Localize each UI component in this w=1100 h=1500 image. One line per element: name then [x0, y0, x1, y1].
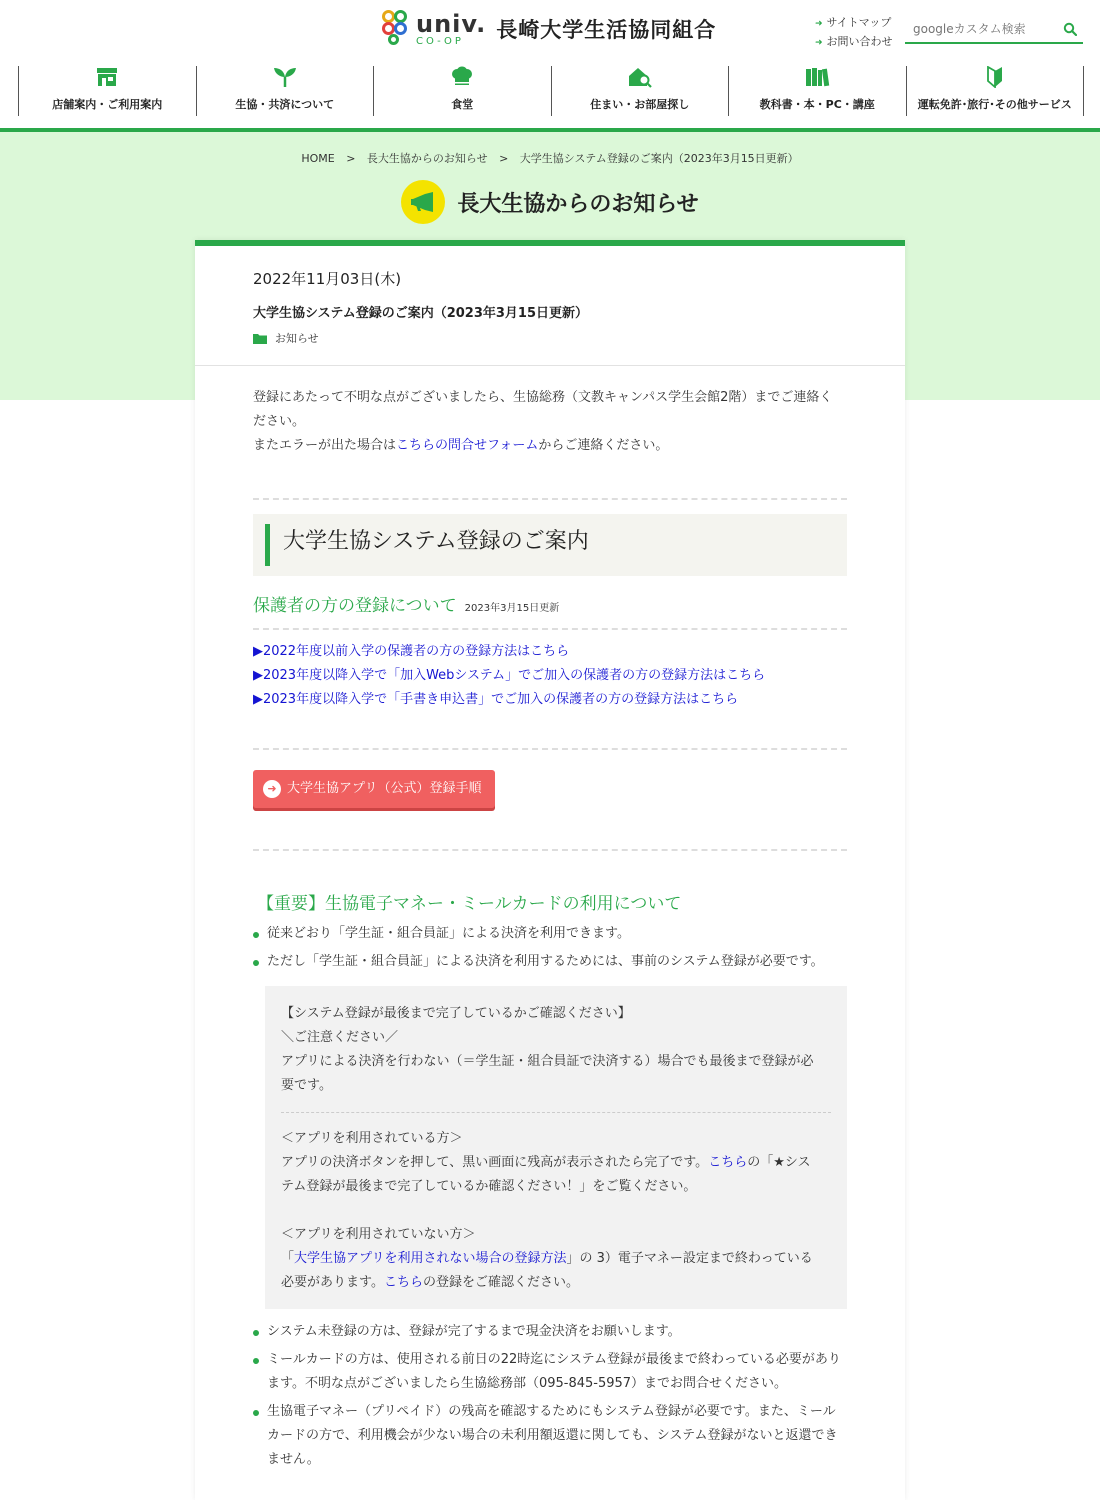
breadcrumb-home[interactable]: HOME — [301, 152, 335, 165]
breadcrumb-separator: > — [499, 152, 509, 165]
guardian-heading: 保護者の方の登録について 2023年3月15日更新 — [253, 596, 560, 616]
nav-item-housing[interactable] — [551, 66, 729, 116]
site-logo[interactable] — [380, 8, 716, 50]
sitemap-link[interactable]: ➜ サイトマップ — [815, 14, 893, 33]
nav-item-stores[interactable] — [18, 66, 196, 116]
intro-text — [253, 386, 847, 458]
books-icon — [804, 66, 830, 88]
house-search-icon — [627, 66, 653, 88]
nav-item-other-services[interactable] — [906, 66, 1085, 116]
site-name: 長崎大学生活協同組合 — [496, 18, 717, 42]
no-app-registration-link[interactable]: 大学生協アプリを利用されない場合の登録方法 — [294, 1251, 567, 1266]
univ-coop-wordmark — [416, 9, 487, 47]
nav-label: 店舗案内・ご利用案内 — [52, 98, 163, 111]
nav-label: 生協・共済について — [235, 98, 335, 111]
list-item: 生協電子マネー（プリペイド）の残高を確認するためにもシステム登録が必要です。また、ミールカードの方で、利用機会が少ない場合の未利用額返還に関しても、システム登録がないと返還できません。 — [253, 1400, 847, 1472]
section-title: 大学生協システム登録のご案内 — [283, 529, 589, 554]
guardian-link-handwritten[interactable]: ▶2023年度以降入学で「手書き申込書」でご加入の保護者の方の登録方法はこちら — [253, 692, 739, 707]
megaphone-icon — [401, 180, 445, 224]
guardian-link-web-system[interactable]: ▶2023年度以降入学で「加入Webシステム」でご加入の保護者の方の登録方法はこちら — [253, 668, 766, 683]
notice-box: 【システム登録が最後まで完了しているかご確認ください】 ＼ご注意ください／ アプリによる決済を行わない（＝学生証・組合員証で決済する）場合でも最後まで登録が必 要です。 ＜アプリを利用されている方＞ アプリの決済ボタンを押して、黒い画面に残高が表示されたら完了です。こちらの「★シス テム登録が最後まで完了しているか確認ください！」をご覧ください。 ＜アプリを利用されていない方＞ 「大学生協アプリを利用されない場合の登録方法」の 3）電子マネー設定まで終わっている 必要があります。こちらの登録をご確認ください。 — [265, 986, 847, 1309]
list-item: ただし「学生証・組合員証」による決済を利用するためには、事前のシステム登録が必要です。 — [253, 950, 847, 974]
chef-hat-icon — [450, 66, 474, 88]
beginner-mark-icon — [985, 66, 1005, 88]
page-title: 長大生協からのお知らせ — [457, 191, 699, 217]
guardian-link-2022[interactable]: ▶2022年度以前入学の保護者の方の登録方法はこちら — [253, 644, 570, 659]
page-heading — [0, 180, 1100, 224]
guardian-links — [253, 640, 847, 712]
site-header — [0, 0, 1100, 132]
arrow-right-icon: ➜ — [263, 780, 281, 798]
breadcrumb-separator: > — [346, 152, 356, 165]
nav-label: 運転免許･旅行･その他サービス — [917, 98, 1072, 111]
list-item: 従来どおり「学生証・組合員証」による決済を利用できます。 — [253, 922, 847, 946]
article-card — [195, 240, 905, 1500]
category-label: お知らせ — [275, 332, 319, 345]
section-heading — [253, 514, 847, 576]
dashed-divider — [253, 849, 847, 851]
folder-icon — [253, 333, 267, 344]
app-registration-button[interactable]: ➜ 大学生協アプリ（公式）登録手順 — [253, 770, 495, 808]
global-nav — [18, 66, 1084, 116]
store-icon — [95, 66, 119, 88]
utility-links — [815, 14, 893, 52]
dashed-divider — [253, 748, 847, 750]
app-check-link[interactable]: こちら — [708, 1155, 748, 1170]
post-date: 2022年11月03日(木) — [253, 270, 402, 288]
search-icon[interactable] — [1063, 22, 1077, 36]
dashed-divider — [281, 1112, 831, 1113]
article-header — [195, 246, 905, 366]
updated-date: 2023年3月15日更新 — [464, 603, 560, 614]
list-item: システム未登録の方は、登録が完了するまで現金決済をお願いします。 — [253, 1320, 847, 1344]
search-input[interactable] — [905, 16, 1055, 42]
nav-label: 食堂 — [451, 98, 474, 111]
logo-main-text: univ. — [416, 9, 487, 38]
coop-logo-icon — [380, 8, 410, 50]
sprout-icon — [272, 66, 298, 88]
logo-sub-text: CO-OP — [416, 35, 464, 47]
post-category[interactable] — [253, 330, 319, 346]
nav-item-about-coop[interactable] — [196, 66, 374, 116]
dashed-divider — [253, 498, 847, 500]
intro-line: 登録にあたって不明な点がございましたら、生協総務（文教キャンパス学生会館2階）までご連絡く — [253, 390, 833, 405]
contact-link[interactable]: ➜ お問い合わせ — [815, 33, 893, 52]
list-item: ミールカードの方は、使用される前日の22時迄にシステム登録が最後まで終わっている必要があります。不明な点がございましたら生協総務部（095-845-5957）までお問合せください。 — [253, 1348, 847, 1396]
nav-label: 住まい・お部屋探し — [590, 98, 690, 111]
important-bullets-top — [253, 922, 847, 974]
important-bullets-bottom — [253, 1320, 847, 1472]
search-box — [905, 16, 1083, 44]
inquiry-form-link[interactable]: こちらの問合せフォーム — [396, 438, 539, 453]
post-title: 大学生協システム登録のご案内（2023年3月15日更新） — [253, 306, 589, 321]
breadcrumb — [0, 150, 1100, 166]
intro-line: ださい。 — [253, 414, 306, 429]
intro-line: またエラーが出た場合はこちらの問合せフォームからご連絡ください。 — [253, 438, 669, 453]
important-heading: 【重要】生協電子マネー・ミールカードの利用について — [257, 894, 682, 914]
nav-item-books[interactable] — [728, 66, 906, 116]
breadcrumb-news[interactable]: 長大生協からのお知らせ — [366, 152, 488, 165]
nav-item-cafeteria[interactable] — [373, 66, 551, 116]
dashed-divider — [253, 628, 847, 630]
registration-check-link[interactable]: こちら — [383, 1275, 423, 1290]
breadcrumb-current: 大学生協システム登録のご案内（2023年3月15日更新） — [519, 152, 799, 165]
nav-label: 教科書・本・PC・講座 — [759, 98, 875, 111]
